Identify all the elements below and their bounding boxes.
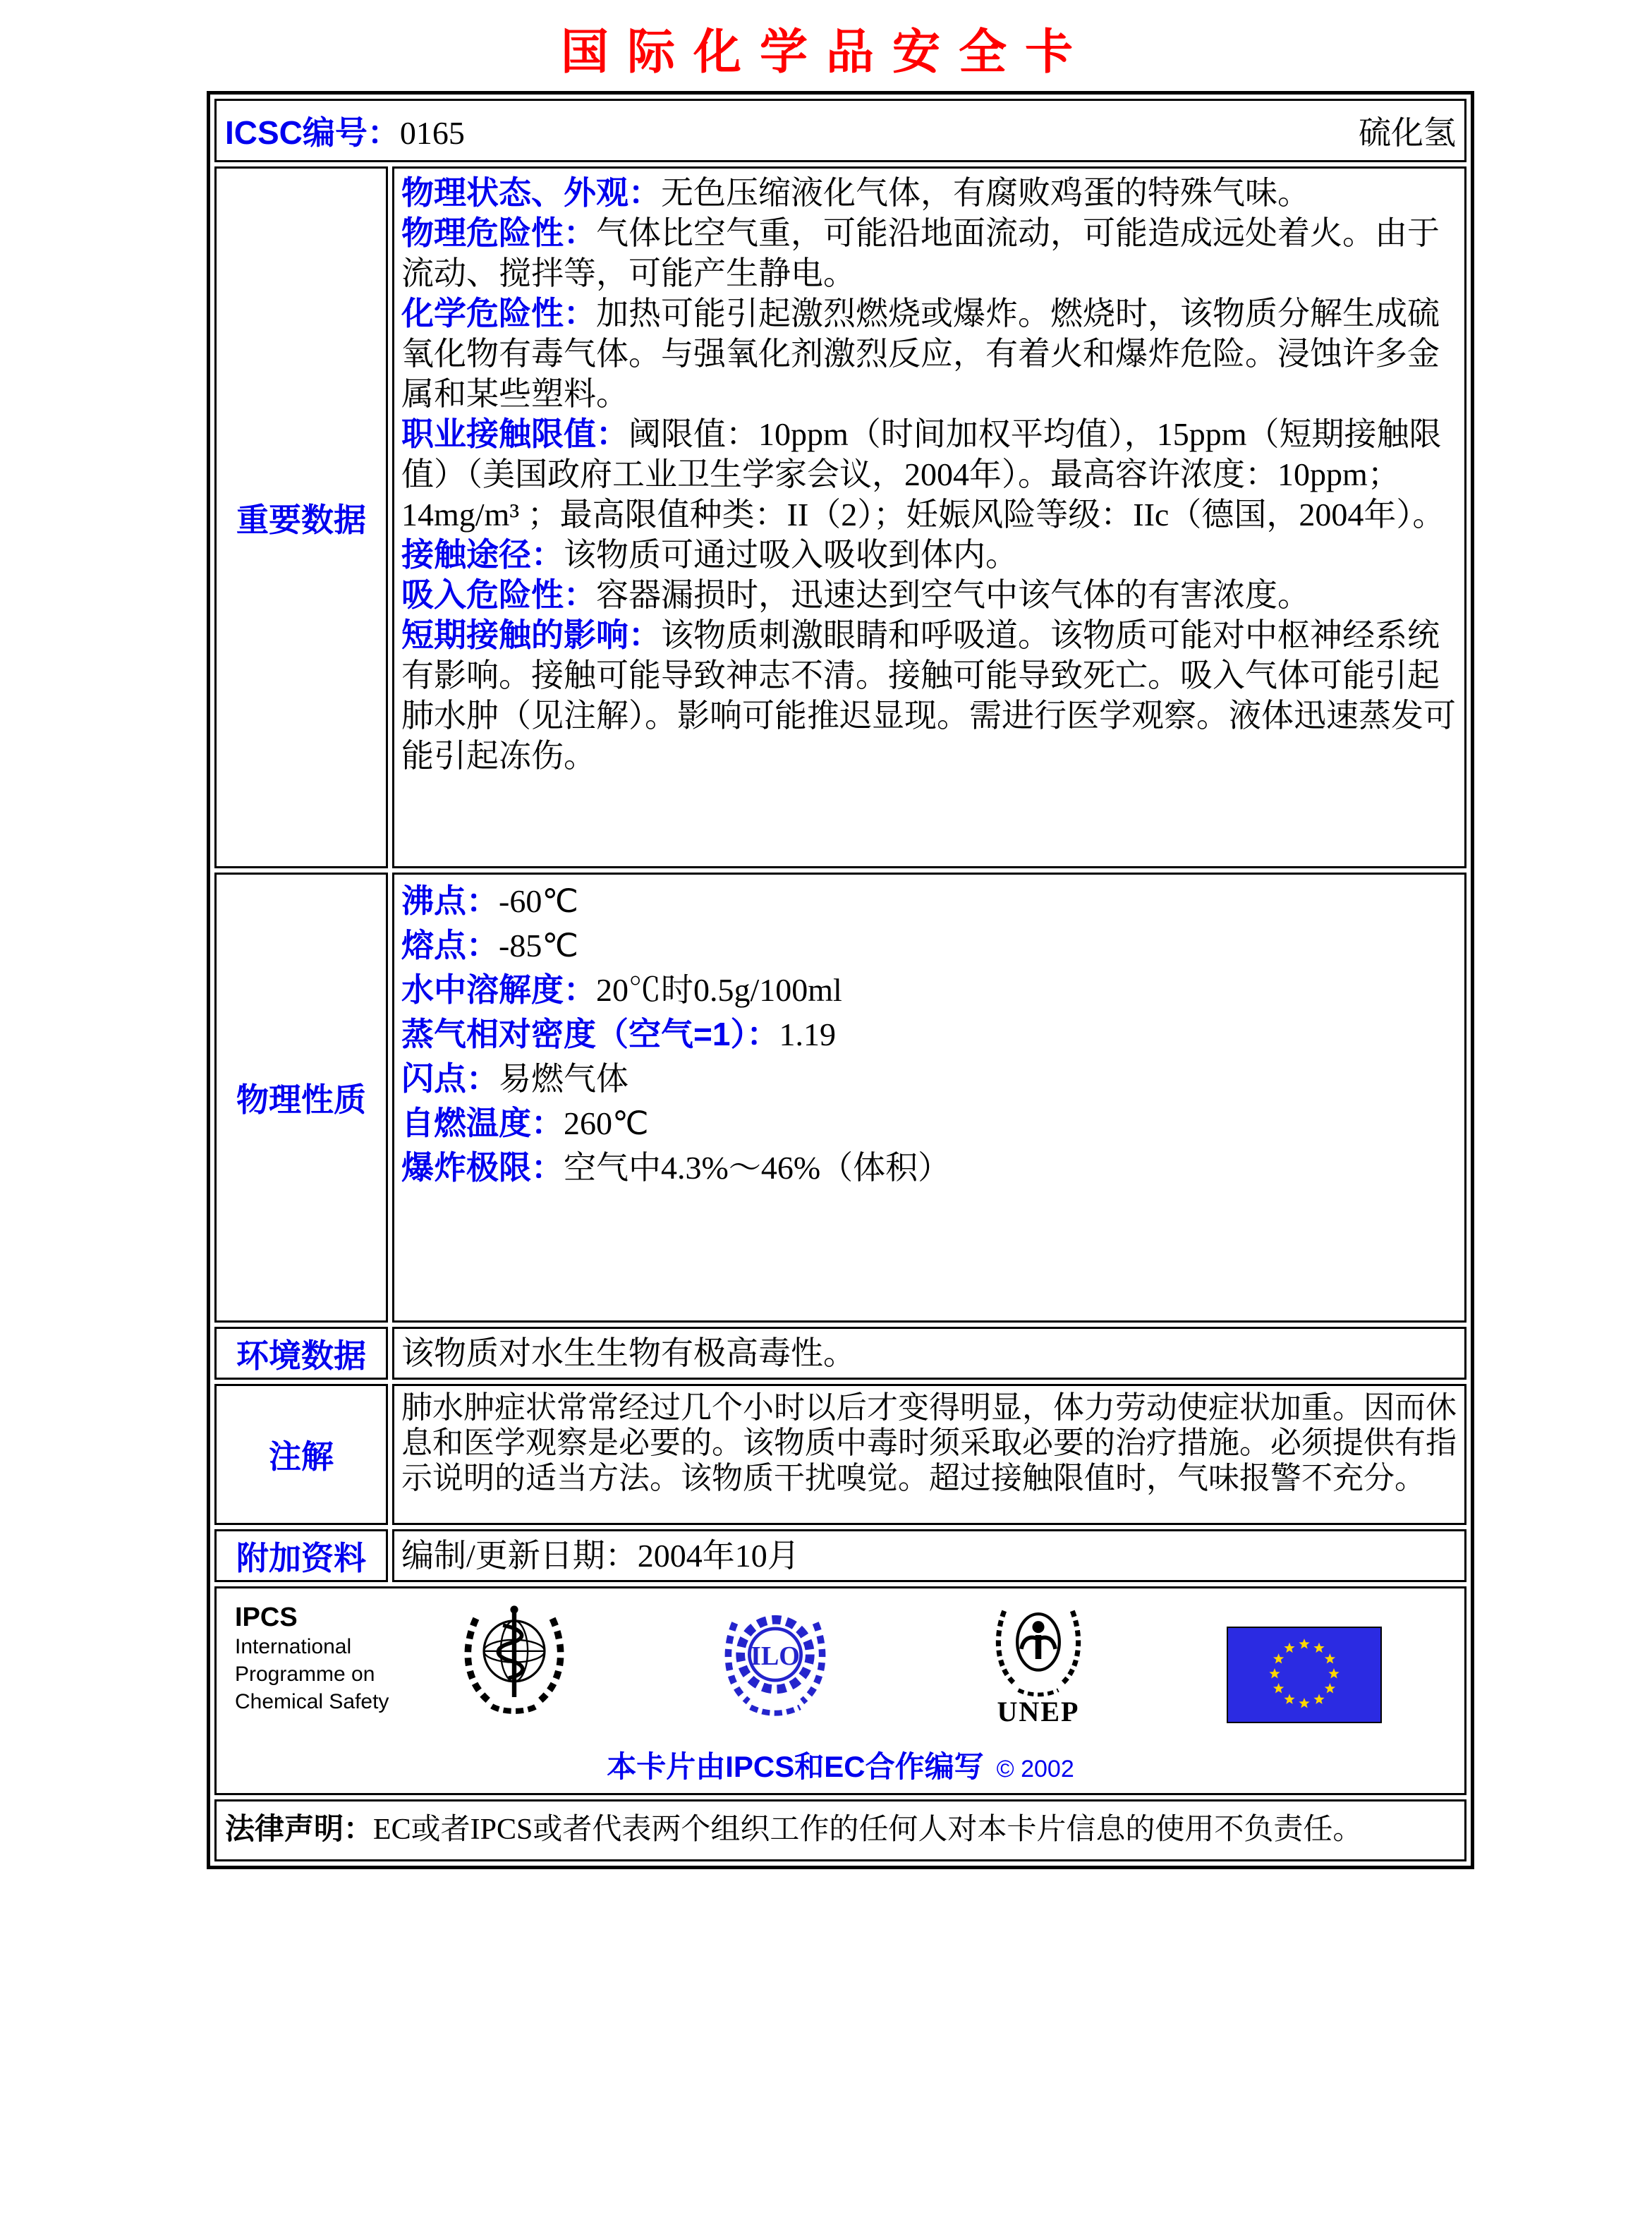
- copyright-text: © 2002: [996, 1756, 1074, 1782]
- item-text: 该物质刺激眼睛和呼吸道。该物质可能对中枢神经系统有影响。接触可能导致神志不清。接触可能导致死亡。吸入气体可能引起肺水肿（见注解）。影响可能推迟显现。需进行医学观察。液体迅速蒸发可能引起冻伤。: [401, 617, 1456, 774]
- ipcs-name-line3: Chemical Safety: [235, 1690, 389, 1713]
- row-label-physical-properties: 物理性质: [214, 873, 388, 1323]
- item-label: 吸入危险性：: [401, 576, 596, 613]
- physical-property-item: [401, 1012, 1457, 1057]
- item-text: 20℃时0.5g/100ml: [596, 972, 842, 1008]
- date-value: 2004年10月: [637, 1538, 800, 1574]
- item-label: 水中溶解度：: [401, 971, 596, 1008]
- item-text: 阈限值：10ppm（时间加权平均值），15ppm（短期接触限值）（美国政府工业卫生学家会议，2004年）。最高容许浓度：10ppm；14mg/m³ ；最高限值种类：II（2）；妊娠风险等级：IIc（德国，2004年）。: [401, 416, 1445, 533]
- eu-flag: [1227, 1627, 1382, 1723]
- important-data-item: [401, 535, 1457, 575]
- item-label: 沸点：: [401, 882, 499, 919]
- legal-text: EC或者IPCS或者代表两个组织工作的任何人对本卡片信息的使用不负责任。: [373, 1813, 1363, 1846]
- environmental-data-text: 该物质对水生生物有极高毒性。: [401, 1335, 856, 1371]
- item-label: 职业接触限值：: [401, 415, 628, 452]
- row-label-notes: 注解: [214, 1384, 388, 1525]
- row-label-additional-info: 附加资料: [214, 1529, 388, 1582]
- row-label-important-data: 重要数据: [214, 166, 388, 868]
- icsc-number-value: 0165: [399, 115, 465, 151]
- page-title: 国际化学品安全卡: [560, 25, 1091, 79]
- footer-caption: [225, 1744, 1456, 1786]
- ipcs-text-block: [235, 1603, 389, 1715]
- item-text: 易燃气体: [499, 1061, 628, 1097]
- ilo-logo: [719, 1598, 832, 1722]
- important-data-content: [392, 166, 1466, 868]
- item-text: -60℃: [499, 883, 578, 919]
- item-label: 物理状态、外观：: [401, 174, 661, 211]
- caption-text: 本卡片由IPCS和EC合作编写: [607, 1750, 984, 1783]
- physical-property-item: [401, 879, 1457, 923]
- item-label: 爆炸极限：: [401, 1149, 564, 1186]
- item-label: 熔点：: [401, 927, 499, 964]
- important-data-item: [401, 173, 1457, 213]
- ipcs-name-line2: Programme on: [235, 1663, 375, 1686]
- ipcs-acronym: IPCS: [235, 1603, 298, 1632]
- item-text: 容器漏损时，迅速达到空气中该气体的有害浓度。: [596, 577, 1310, 613]
- date-label: 编制/更新日期：: [401, 1538, 638, 1574]
- item-label: 自燃温度：: [401, 1105, 564, 1141]
- item-text: 无色压缩液化气体，有腐败鸡蛋的特殊气味。: [661, 175, 1310, 211]
- notes-text: 肺水肿症状常常经过几个小时以后才变得明显，体力劳动使症状加重。因而休息和医学观察是必要的。该物质中毒时须采取必要的治疗措施。必须提供有指示说明的适当方法。该物质干扰嗅觉。超过接触限值时，气味报警不充分。: [401, 1390, 1457, 1495]
- unep-emblem: [985, 1597, 1091, 1697]
- item-label: 物理危险性：: [401, 214, 596, 251]
- additional-info-text: [401, 1536, 1457, 1576]
- unep-label: UNEP: [997, 1696, 1080, 1727]
- physical-property-item: [401, 1057, 1457, 1101]
- item-label: 蒸气相对密度（空气=1）：: [401, 1016, 779, 1052]
- important-data-item: [401, 615, 1457, 776]
- who-logo: [458, 1598, 571, 1722]
- physical-property-item: [401, 1146, 1457, 1190]
- icsc-number: [225, 107, 465, 154]
- important-data-item: [401, 414, 1457, 535]
- physical-property-item: [401, 923, 1457, 968]
- item-text: 该物质可通过吸入吸收到体内。: [564, 537, 1018, 573]
- item-text: -85℃: [499, 928, 578, 964]
- chemical-name: 硫化氢: [1359, 115, 1456, 151]
- unep-logo: [978, 1597, 1098, 1728]
- environmental-data-content: [392, 1327, 1466, 1380]
- ipcs-name-line1: International: [235, 1635, 352, 1658]
- item-label: 短期接触的影响：: [401, 616, 661, 653]
- important-data-item: [401, 575, 1457, 615]
- item-label: 化学危险性：: [401, 295, 596, 332]
- important-data-item: [401, 293, 1457, 414]
- legal-label: 法律声明：: [225, 1812, 374, 1845]
- item-text: 1.19: [779, 1016, 836, 1052]
- important-data-item: [401, 213, 1457, 293]
- item-label: 接触途径：: [401, 536, 564, 573]
- item-text: 260℃: [564, 1105, 649, 1141]
- physical-property-item: [401, 1101, 1457, 1146]
- item-text: 加热可能引起激烈燃烧或爆炸。燃烧时，该物质分解生成硫氧化物有毒气体。与强氧化剂激烈反应，有着火和爆炸危险。浸蚀许多金属和某些塑料。: [401, 296, 1440, 412]
- icsc-number-label: ICSC编号：: [225, 114, 400, 151]
- row-label-environmental-data: 环境数据: [214, 1327, 388, 1380]
- physical-properties-content: [392, 873, 1466, 1323]
- icsc-card-table: [207, 91, 1474, 1869]
- item-label: 闪点：: [401, 1060, 499, 1097]
- ilo-letters: ILO: [750, 1641, 801, 1671]
- footer-logos-cell: [214, 1586, 1466, 1795]
- card-header-cell: [214, 99, 1466, 162]
- legal-notice-cell: [214, 1799, 1466, 1861]
- item-text: 空气中4.3%～46%（体积）: [564, 1150, 951, 1186]
- additional-info-content: [392, 1529, 1466, 1582]
- physical-property-item: [401, 968, 1457, 1012]
- notes-content: [392, 1384, 1466, 1525]
- item-text: 气体比空气重，可能沿地面流动，可能造成远处着火。由于流动、搅拌等，可能产生静电。: [401, 215, 1440, 291]
